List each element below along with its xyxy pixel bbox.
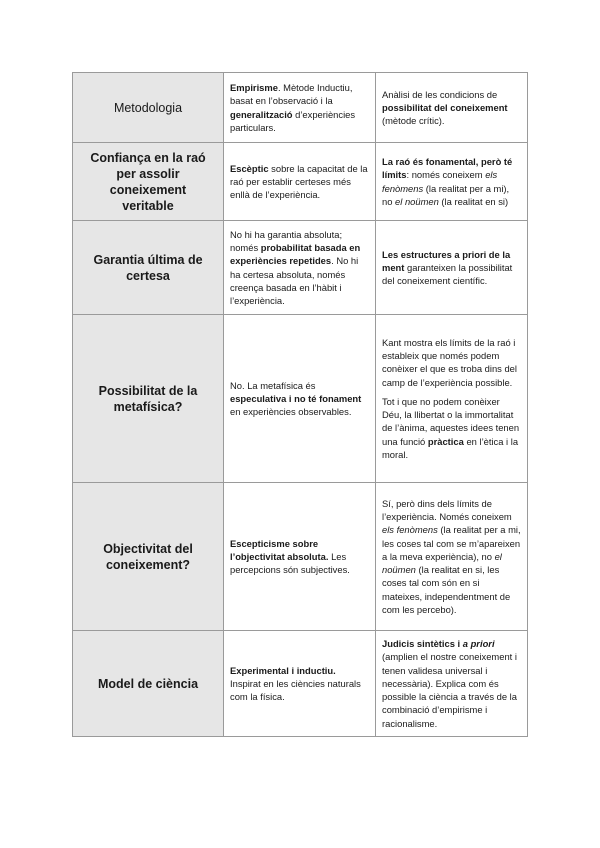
- cell-paragraph: [382, 395, 521, 461]
- row-heading: Objectivitat del coneixement?: [73, 483, 224, 631]
- cell-text: Tot i que no podem conèixer Déu, la llibertat o la immortalitat de l’ànima, aquestes idees tenen una funció: [382, 395, 520, 447]
- cell-paragraph: [230, 162, 369, 202]
- cell-text: (la realitat per a mi), no: [382, 182, 510, 207]
- cell-text: (amplien el nostre coneixement i tenen validesa universal i necessària). Explica com és possible la ciència a través de la combinació d’empirisme i racionalisme.: [382, 651, 517, 729]
- bold-text: probabilitat basada en experiències repetides: [230, 242, 361, 267]
- cell-text: (la realitat per a mi, les coses tal com se m’apareixen a la meva experiència), no: [382, 524, 521, 562]
- row-heading: Possibilitat de la metafísica?: [73, 315, 224, 483]
- bold-text: possibilitat del coneixement: [382, 101, 508, 113]
- cell-text: No. La metafísica és: [230, 379, 316, 391]
- bold-text: Escèptic: [230, 162, 269, 174]
- table-row: [73, 315, 528, 483]
- cell-paragraph: [382, 88, 521, 128]
- cell-text: sobre la capacitat de la raó per establir certeses més enllà de l’experiència.: [230, 162, 368, 201]
- bold-text: a priori: [462, 638, 495, 650]
- cell-paragraph: [230, 379, 369, 419]
- row-heading: Confiança en la raó per assolir coneixement veritable: [73, 143, 224, 221]
- cell-paragraph: [382, 248, 521, 288]
- bold-text: Experimental i inductiu.: [230, 664, 336, 676]
- bold-text: La raó és fonamental, però té límits: [382, 156, 513, 181]
- bold-text: especulativa i no té fonament: [230, 392, 362, 404]
- cell-text: . Mètode Inductiu, basat en l’observació i la: [230, 82, 353, 107]
- table-row: [73, 73, 528, 143]
- bold-text: Les estructures a priori de la ment: [382, 248, 511, 273]
- kant-cell: [376, 315, 528, 483]
- cell-text: en experiències observables.: [230, 406, 352, 418]
- cell-paragraph: [382, 497, 521, 616]
- cell-text: . No hi ha certesa absoluta, només creença basada en l’hàbit i l’experiència.: [230, 255, 359, 306]
- cell-text: Inspirat en les ciències naturals com la física.: [230, 677, 361, 703]
- empiricism-cell: [224, 315, 376, 483]
- kant-cell: [376, 143, 528, 221]
- table-row: [73, 483, 528, 631]
- cell-paragraph: [230, 81, 369, 134]
- table-row: [73, 143, 528, 221]
- cell-text: en l’ètica i la moral.: [382, 435, 519, 460]
- bold-text: Judicis sintètics i: [382, 638, 463, 650]
- cell-paragraph: [230, 537, 369, 577]
- cell-text: Anàlisi de les condicions de: [382, 88, 498, 100]
- cell-text: (la realitat en si): [438, 195, 509, 207]
- cell-text: (la realitat en si, les coses tal com són en si mateixes, independentment de com les percebo).: [382, 564, 511, 615]
- row-heading: Model de ciència: [73, 631, 224, 737]
- cell-text: garanteixen la possibilitat del coneixement científic.: [382, 261, 513, 287]
- cell-paragraph: [382, 336, 521, 389]
- empiricism-cell: [224, 73, 376, 143]
- table-row: [73, 221, 528, 315]
- kant-cell: [376, 483, 528, 631]
- bold-text: generalització: [230, 108, 293, 120]
- cell-paragraph: [382, 155, 521, 208]
- cell-text: Kant mostra els límits de la raó i estableix que només podem conèixer el que es troba dins del camp de l’experiència possible.: [382, 337, 517, 388]
- bold-text: Escepticisme sobre l’objectivitat absoluta.: [230, 537, 329, 562]
- italic-text: el noümen: [395, 195, 439, 207]
- empiricism-cell: [224, 221, 376, 315]
- bold-text: pràctica: [427, 435, 464, 447]
- empiricism-cell: [224, 631, 376, 737]
- italic-text: el noümen: [382, 550, 502, 576]
- cell-text: Sí, però dins dels límits de l’experiència. Només coneixem: [382, 498, 512, 523]
- cell-text: d’experiències particulars.: [230, 108, 356, 133]
- italic-text: els fenòmens: [382, 524, 438, 536]
- row-heading: Metodologia: [73, 73, 224, 143]
- empiricism-cell: [224, 483, 376, 631]
- row-heading: Garantia última de certesa: [73, 221, 224, 315]
- empiricism-cell: [224, 143, 376, 221]
- kant-cell: [376, 73, 528, 143]
- comparison-table: [72, 72, 528, 737]
- table-row: [73, 631, 528, 737]
- cell-text: No hi ha garantia absoluta; només: [230, 228, 343, 254]
- cell-paragraph: [230, 228, 369, 307]
- cell-text: Les percepcions són subjectives.: [230, 550, 350, 576]
- kant-cell: [376, 631, 528, 737]
- cell-text: (mètode crític).: [382, 115, 445, 127]
- cell-text: : només coneixem: [406, 169, 486, 181]
- bold-text: Empirisme: [230, 82, 278, 94]
- kant-cell: [376, 221, 528, 315]
- cell-paragraph: [230, 664, 369, 704]
- cell-paragraph: [382, 637, 521, 729]
- italic-text: els fenòmens: [382, 169, 498, 194]
